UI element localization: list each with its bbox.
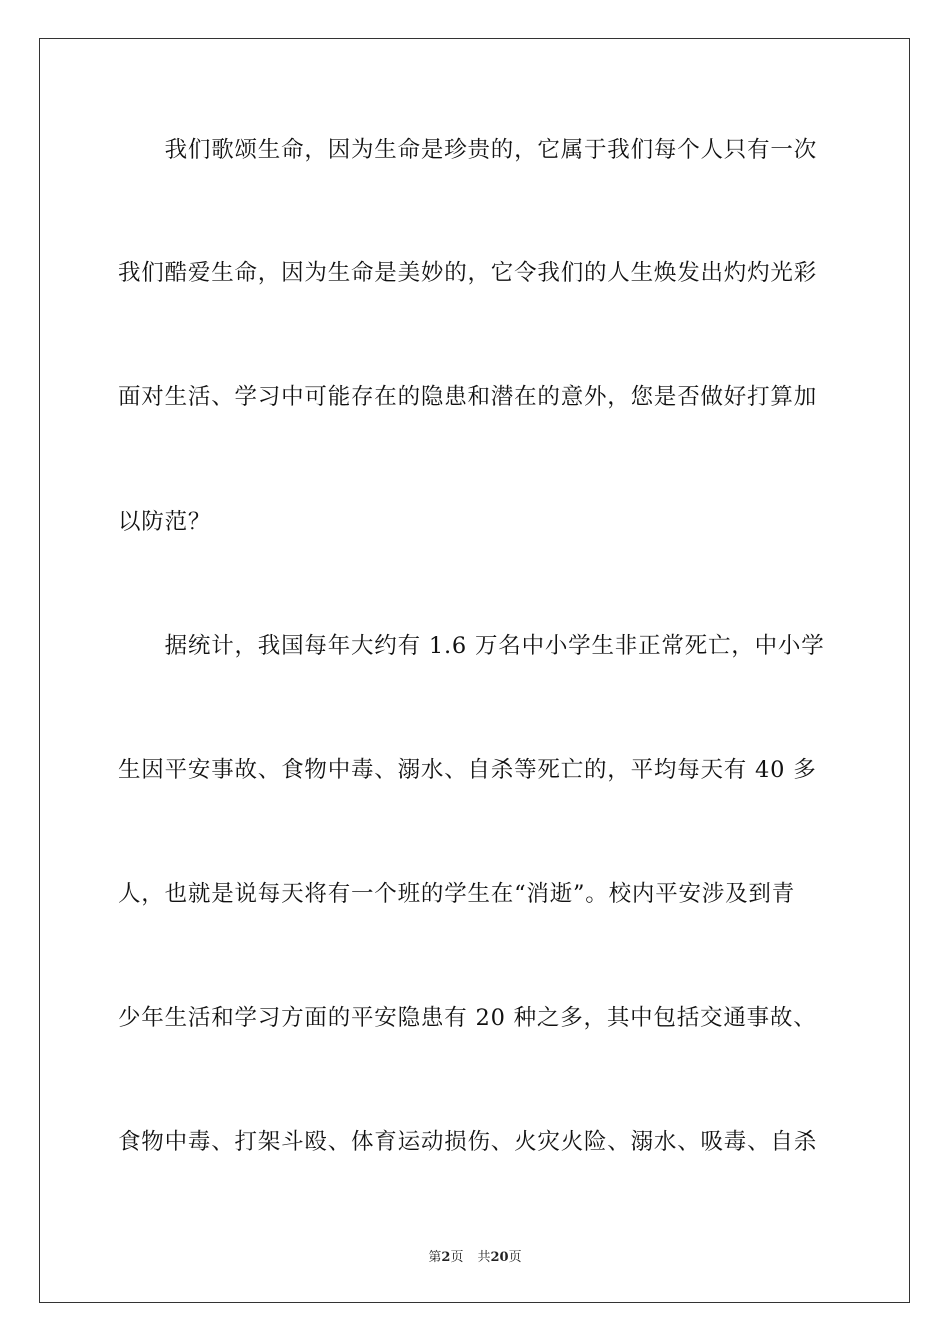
total-pages-number: 20 — [490, 1250, 509, 1265]
page-prefix: 第 — [428, 1250, 442, 1265]
text-line: 面对生活、学习中可能存在的隐患和潜在的意外，您是否做好打算加 — [118, 384, 818, 410]
text-line: 食物中毒、打架斗殴、体育运动损伤、火灾火险、溺水、吸毒、自杀 — [118, 1129, 818, 1155]
page-suffix: 页 — [450, 1250, 464, 1265]
text-line: 我们酷爱生命，因为生命是美妙的，它令我们的人生焕发出灼灼光彩 — [118, 260, 818, 286]
total-suffix: 页 — [508, 1250, 522, 1265]
page-border — [39, 38, 910, 1303]
text-line: 以防范？ — [118, 509, 212, 535]
text-line: 少年生活和学习方面的平安隐患有 20 种之多，其中包括交通事故、 — [118, 1005, 817, 1031]
page-footer — [0, 1246, 950, 1265]
text-line: 据统计，我国每年大约有 1.6 万名中小学生非正常死亡，中小学 — [118, 633, 825, 659]
current-page-number: 2 — [441, 1250, 451, 1265]
text-line: 生因平安事故、食物中毒、溺水、自杀等死亡的，平均每天有 40 多 — [118, 757, 817, 783]
total-prefix: 共 — [477, 1250, 491, 1265]
text-line: 我们歌颂生命，因为生命是珍贵的，它属于我们每个人只有一次 — [118, 137, 818, 163]
text-line: 人，也就是说每天将有一个班的学生在“消逝”。校内平安涉及到青 — [118, 881, 796, 907]
